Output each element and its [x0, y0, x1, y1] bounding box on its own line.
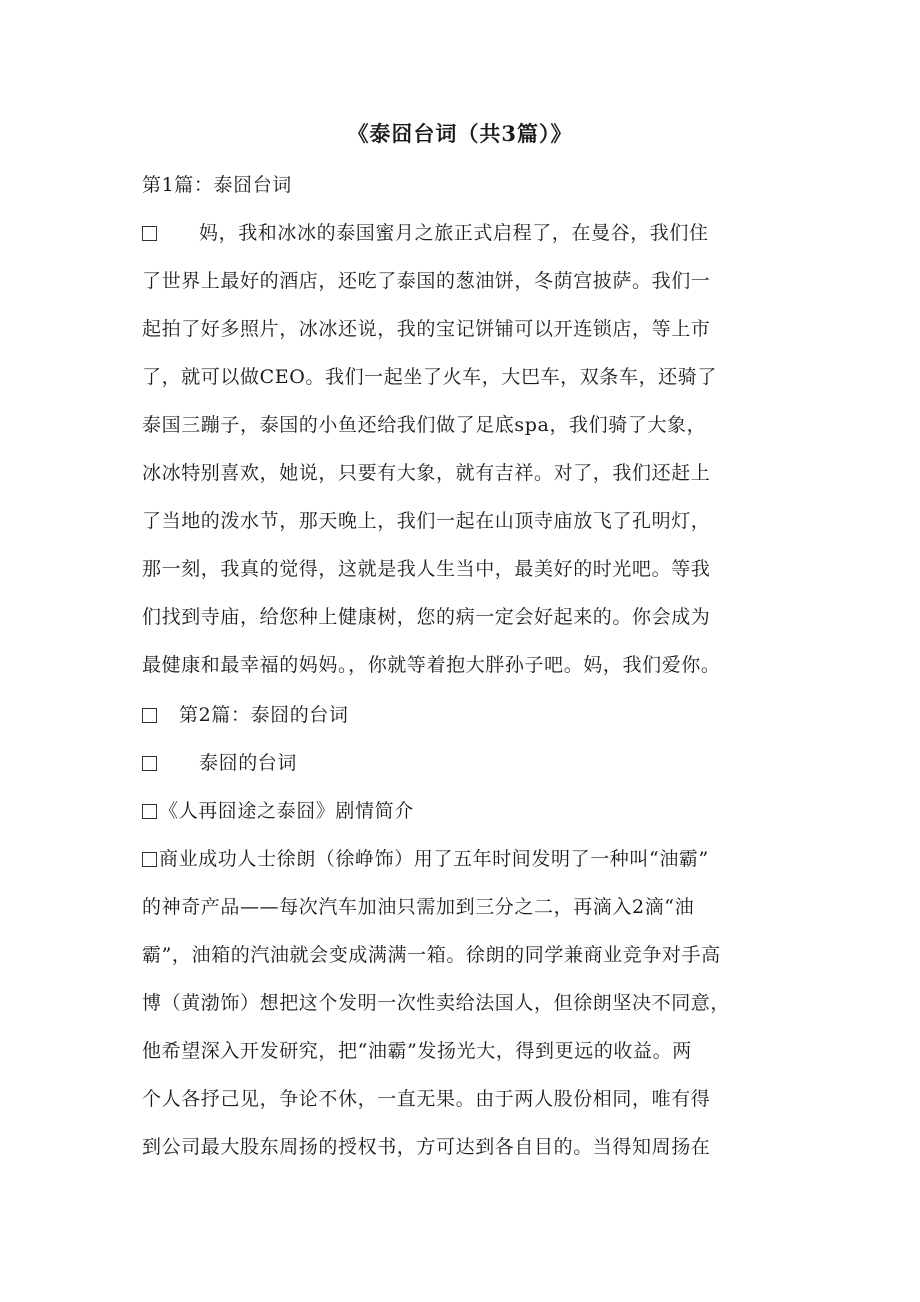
part1-line-2: 了世界上最好的酒店，还吃了泰国的葱油饼，冬荫宫披萨。我们一 — [142, 270, 711, 292]
part2-subheading-row — [142, 750, 782, 776]
checkbox-icon — [142, 852, 157, 867]
part1-line-5: 泰国三蹦子，泰国的小鱼还给我们做了足底spa，我们骑了大象， — [142, 414, 707, 436]
part2-heading: 第2篇：泰囧的台词 — [179, 704, 349, 726]
part1-heading: 第1篇：泰囧台词 — [142, 174, 292, 196]
part1-line-7: 了当地的泼水节，那天晚上，我们一起在山顶寺庙放飞了孔明灯， — [142, 510, 711, 532]
synopsis-line-5: 他希望深入开发研究，把“油霸”发扬光大，得到更远的收益。两 — [142, 1040, 692, 1062]
part1-line-8: 那一刻，我真的觉得，这就是我人生当中，最美好的时光吧。等我 — [142, 558, 711, 580]
part1-line-1-text: 妈，我和冰冰的泰国蜜月之旅正式启程了，在曼谷，我们住 — [199, 222, 709, 244]
document-title: 《泰囧台词（共3篇）》 — [347, 121, 573, 146]
synopsis-line-6: 个人各抒己见，争论不休，一直无果。由于两人股份相同，唯有得 — [142, 1088, 711, 1110]
part1-line-3: 起拍了好多照片，冰冰还说，我的宝记饼铺可以开连锁店，等上市 — [142, 318, 711, 340]
synopsis-line-2: 的神奇产品——每次汽车加油只需加到三分之二，再滴入2滴“油 — [142, 896, 695, 918]
part1-line-4: 了，就可以做CEO。我们一起坐了火车，大巴车，双条车，还骑了 — [142, 366, 717, 388]
synopsis-line-4: 博（黄渤饰）想把这个发明一次性卖给法国人，但徐朗坚决不同意， — [142, 992, 731, 1014]
checkbox-icon — [142, 708, 157, 723]
part2-heading-row — [142, 702, 782, 728]
synopsis-line-3: 霸”，油箱的汽油就会变成满满一箱。徐朗的同学兼商业竞争对手高 — [142, 944, 721, 966]
synopsis-heading-row — [142, 798, 782, 824]
part1-line-9: 们找到寺庙，给您种上健康树，您的病一定会好起来的。你会成为 — [142, 606, 711, 628]
checkbox-icon — [142, 804, 157, 819]
synopsis-line-7: 到公司最大股东周扬的授权书，方可达到各自目的。当得知周扬在 — [142, 1136, 711, 1158]
checkbox-icon — [142, 226, 157, 241]
part1-line-6: 冰冰特别喜欢，她说，只要有大象，就有吉祥。对了，我们还赶上 — [142, 462, 711, 484]
part1-line-10: 最健康和最幸福的妈妈。，你就等着抱大胖孙子吧。妈，我们爱你。 — [142, 654, 721, 676]
synopsis-line-1-text: 商业成功人士徐朗（徐峥饰）用了五年时间发明了一种叫“油霸” — [159, 848, 709, 870]
synopsis-heading: 《人再囧途之泰囧》剧情简介 — [159, 800, 414, 822]
checkbox-icon — [142, 756, 157, 771]
synopsis-line-1 — [142, 846, 782, 872]
part1-line-1 — [142, 220, 782, 246]
part2-subheading: 泰囧的台词 — [199, 752, 298, 774]
